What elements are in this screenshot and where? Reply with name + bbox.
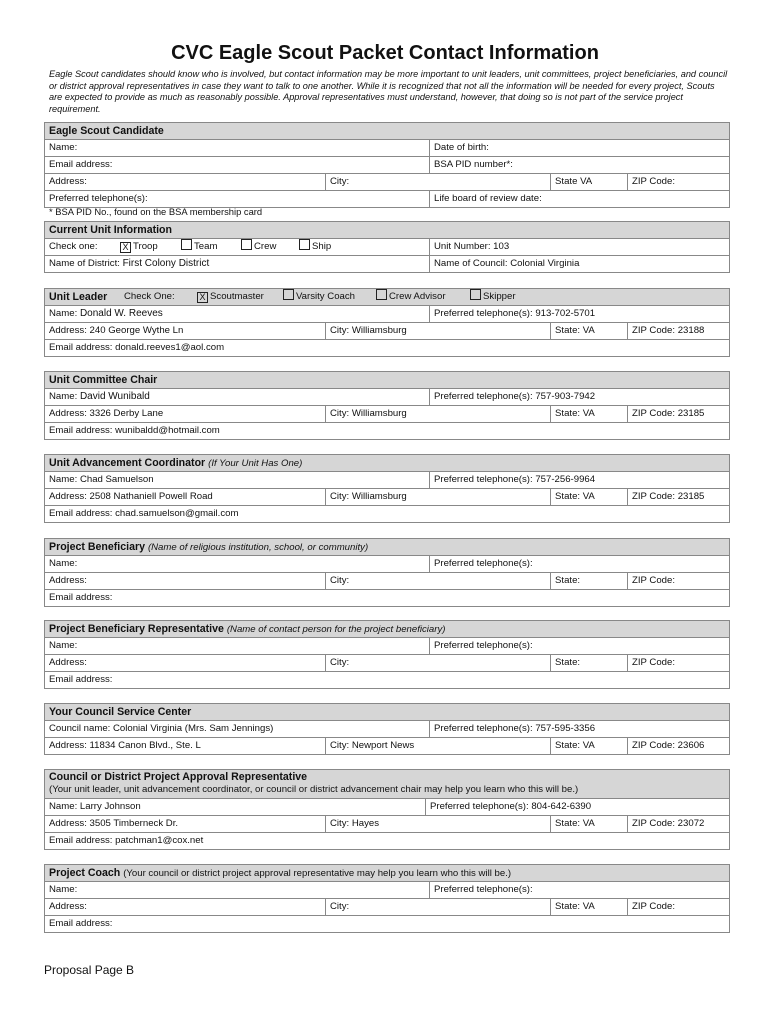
- zip-value: 23188: [677, 325, 705, 336]
- phone-value: 757-256-9964: [535, 474, 596, 485]
- state-field[interactable]: [550, 489, 595, 505]
- address-field[interactable]: Address:: [49, 575, 87, 586]
- phone-value: 757-903-7942: [535, 391, 596, 402]
- footnote: * BSA PID No., found on the BSA membership card: [49, 206, 263, 217]
- phone-field[interactable]: Preferred telephone(s):: [429, 882, 533, 898]
- coach-section: [44, 864, 730, 933]
- address-field[interactable]: Address:: [49, 657, 87, 668]
- city-label: City:: [330, 491, 350, 502]
- state-field[interactable]: State: VA: [550, 738, 595, 754]
- state-field[interactable]: [550, 406, 595, 422]
- address-value: 3326 Derby Lane: [89, 408, 164, 419]
- header-title: Project Beneficiary Representative: [49, 623, 224, 635]
- district-value: First Colony District: [122, 258, 210, 269]
- phone-field[interactable]: Preferred telephone(s): 804-642-6390: [425, 799, 591, 815]
- option-label: Crew: [254, 241, 277, 252]
- header-note: (If Your Unit Has One): [208, 458, 303, 469]
- zip-field[interactable]: ZIP Code:: [627, 573, 675, 589]
- section-header: Unit Committee Chair: [49, 374, 158, 386]
- checkbox-icon: [376, 289, 387, 300]
- service-center-section: [44, 703, 730, 755]
- council-field[interactable]: Name of Council: Colonial Virginia: [429, 256, 579, 272]
- checkbox-icon: [241, 239, 252, 250]
- advancement-section: [44, 454, 730, 523]
- city-label: City:: [330, 408, 350, 419]
- phone-field[interactable]: [429, 472, 595, 488]
- header-title: Project Coach: [49, 867, 121, 879]
- varsity-coach-checkbox[interactable]: [279, 289, 355, 305]
- address-label: Address:: [49, 325, 87, 336]
- phone-field[interactable]: Preferred telephone(s):: [429, 638, 533, 654]
- state-value: VA: [582, 408, 595, 419]
- header-note: (Name of religious institution, school, or community): [147, 542, 369, 553]
- checkbox-icon: [470, 289, 481, 300]
- option-label: Varsity Coach: [296, 291, 356, 302]
- state-label: State:: [555, 408, 581, 419]
- checkbox-icon: X: [197, 292, 208, 303]
- state-field[interactable]: State:: [550, 573, 580, 589]
- checkbox-icon: [299, 239, 310, 250]
- city-field[interactable]: City:: [325, 573, 349, 589]
- city-value: Williamsburg: [351, 325, 407, 336]
- address-label: Address:: [49, 491, 87, 502]
- address-value: 2508 Nathaniell Powell Road: [89, 491, 213, 502]
- state-label: State:: [555, 491, 581, 502]
- header-title: Project Beneficiary: [49, 541, 145, 553]
- phone-label: Preferred telephone(s):: [434, 391, 533, 402]
- state-field[interactable]: State: VA: [550, 899, 595, 915]
- district-label: Name of District:: [49, 258, 120, 269]
- zip-field[interactable]: ZIP Code:: [627, 174, 675, 190]
- phone-field[interactable]: [429, 306, 595, 322]
- email-field[interactable]: Email address:: [49, 592, 113, 603]
- name-field[interactable]: Name: Larry Johnson: [49, 801, 141, 812]
- troop-checkbox[interactable]: [116, 239, 158, 255]
- name-field[interactable]: Name:: [49, 142, 78, 153]
- zip-field[interactable]: [627, 406, 704, 422]
- phone-field[interactable]: [429, 389, 595, 405]
- email-field[interactable]: Email address:: [49, 918, 113, 929]
- state-field[interactable]: [550, 323, 595, 339]
- representative-section: [44, 620, 730, 689]
- option-label: Crew Advisor: [389, 291, 446, 302]
- zip-field[interactable]: ZIP Code:: [627, 655, 675, 671]
- state-value: VA: [582, 325, 595, 336]
- email-field[interactable]: Email address:: [49, 674, 113, 685]
- council-name-field[interactable]: Council name: Colonial Virginia (Mrs. Sam Jennings): [49, 723, 274, 734]
- state-field[interactable]: State: VA: [550, 816, 595, 832]
- name-label: Name:: [49, 474, 78, 485]
- option-label: Scoutmaster: [210, 291, 264, 302]
- approval-section: [44, 769, 730, 850]
- name-value: David Wunibald: [79, 391, 150, 402]
- email-value: chad.samuelson@gmail.com: [115, 508, 239, 519]
- city-field[interactable]: City: Newport News: [325, 738, 414, 754]
- header-note: (Your council or district project approval representative may help you learn who this will be.): [123, 868, 512, 879]
- zip-label: ZIP Code:: [632, 491, 676, 502]
- section-header: Unit Leader: [49, 291, 108, 303]
- name-field[interactable]: Name:: [49, 884, 78, 895]
- page-footer: Proposal Page B: [44, 963, 135, 977]
- section-header: Current Unit Information: [49, 224, 172, 236]
- checkbox-icon: [283, 289, 294, 300]
- name-field[interactable]: Name:: [49, 558, 78, 569]
- name-field[interactable]: [45, 306, 163, 322]
- district-field[interactable]: [45, 256, 209, 272]
- name-field[interactable]: [45, 389, 150, 405]
- state-value: VA: [582, 491, 595, 502]
- name-label: Name:: [49, 308, 78, 319]
- option-label: Skipper: [483, 291, 516, 302]
- name-value: Chad Samuelson: [79, 474, 154, 485]
- header-title: Unit Advancement Coordinator: [49, 457, 206, 469]
- zip-value: 23185: [677, 408, 705, 419]
- section-header: Your Council Service Center: [49, 706, 192, 718]
- city-value: Williamsburg: [351, 491, 407, 502]
- zip-field[interactable]: ZIP Code: 23072: [627, 816, 704, 832]
- name-label: Name:: [49, 391, 78, 402]
- team-checkbox[interactable]: [177, 239, 217, 255]
- board-date-field[interactable]: Life board of review date:: [429, 191, 542, 207]
- name-value: Donald W. Reeves: [79, 308, 163, 319]
- candidate-section: [44, 122, 730, 208]
- city-field[interactable]: [325, 406, 407, 422]
- zip-field[interactable]: ZIP Code:: [627, 899, 675, 915]
- email-label: Email address:: [49, 508, 113, 519]
- section-header: Council or District Project Approval Representative: [49, 771, 308, 783]
- zip-field[interactable]: [627, 323, 704, 339]
- option-label: Troop: [133, 241, 158, 252]
- intro-text: Eagle Scout candidates should know who is involved, but contact information may be more important to unit leaders, unit committees, project beneficiaries, and council or district approval representatives in case they want to talk to one another. While it is recognized that not all the information will be needed for every project, Scouts are expected to provide as much as reasonably possible. Approval representatives must understand, however, that doing so is not part of the service project requirement.: [49, 69, 728, 114]
- email-value: wunibaldd@hotmail.com: [115, 425, 220, 436]
- zip-value: 23185: [677, 491, 705, 502]
- city-label: City:: [330, 325, 350, 336]
- city-field[interactable]: City:: [325, 655, 349, 671]
- unit-number-field[interactable]: Unit Number: 103: [429, 239, 509, 255]
- address-label: Address:: [49, 408, 87, 419]
- address-field[interactable]: Address:: [49, 901, 87, 912]
- committee-section: [44, 371, 730, 440]
- phone-label: Preferred telephone(s):: [434, 474, 533, 485]
- address-field[interactable]: [45, 489, 213, 505]
- address-field[interactable]: Address: 3505 Timberneck Dr.: [49, 818, 179, 829]
- section-header: [45, 621, 445, 637]
- option-label: Team: [194, 241, 218, 252]
- email-field[interactable]: [45, 506, 238, 522]
- city-field[interactable]: [325, 489, 407, 505]
- phone-field[interactable]: Preferred telephone(s): 757-595-3356: [429, 721, 595, 737]
- phone-value: 913-702-5701: [535, 308, 596, 319]
- beneficiary-section: [44, 538, 730, 607]
- city-field[interactable]: City:: [325, 174, 349, 190]
- zip-field[interactable]: ZIP Code: 23606: [627, 738, 704, 754]
- crew-advisor-checkbox[interactable]: [372, 289, 446, 305]
- section-header: [45, 865, 511, 881]
- email-field[interactable]: Email address:: [49, 159, 113, 170]
- page-title: CVC Eagle Scout Packet Contact Information: [171, 42, 599, 64]
- skipper-checkbox[interactable]: [466, 289, 516, 305]
- zip-field[interactable]: [627, 489, 704, 505]
- phone-field[interactable]: Preferred telephone(s):: [429, 556, 533, 572]
- state-field[interactable]: State:: [550, 655, 580, 671]
- section-header: Eagle Scout Candidate: [49, 125, 164, 137]
- checkbox-icon: [181, 239, 192, 250]
- section-header: [45, 455, 302, 471]
- state-label: State:: [555, 325, 581, 336]
- city-field[interactable]: [325, 323, 407, 339]
- bsa-pid-field[interactable]: BSA PID number*:: [429, 157, 513, 173]
- email-value: donald.reeves1@aol.com: [115, 342, 225, 353]
- email-field[interactable]: [45, 340, 224, 356]
- address-value: 240 George Wythe Ln: [89, 325, 184, 336]
- scoutmaster-checkbox[interactable]: [193, 289, 264, 305]
- phone-field[interactable]: Preferred telephone(s):: [49, 193, 148, 204]
- zip-label: ZIP Code:: [632, 325, 676, 336]
- dob-field[interactable]: Date of birth:: [429, 140, 489, 156]
- ship-checkbox[interactable]: [295, 239, 331, 255]
- city-field[interactable]: City: Hayes: [325, 816, 379, 832]
- crew-checkbox[interactable]: [237, 239, 276, 255]
- name-field[interactable]: Name:: [49, 640, 78, 651]
- phone-label: Preferred telephone(s):: [434, 308, 533, 319]
- address-field[interactable]: Address: 11834 Canon Blvd., Ste. L: [49, 740, 201, 751]
- email-field[interactable]: [45, 423, 220, 439]
- unit-section: [44, 221, 730, 273]
- check-label: Check one:: [49, 241, 98, 252]
- city-field[interactable]: City:: [325, 899, 349, 915]
- section-header: [45, 539, 368, 555]
- option-label: Ship: [312, 241, 332, 252]
- section-subheader: (Your unit leader, unit advancement coordinator, or council or district advancement chair may help you learn who this will be.): [49, 784, 579, 795]
- address-field[interactable]: [45, 323, 183, 339]
- email-field[interactable]: Email address: patchman1@cox.net: [49, 835, 204, 846]
- state-field[interactable]: State VA: [550, 174, 592, 190]
- city-value: Williamsburg: [351, 408, 407, 419]
- zip-label: ZIP Code:: [632, 408, 676, 419]
- header-note: (Name of contact person for the project beneficiary): [226, 624, 446, 635]
- checkbox-icon: X: [120, 242, 131, 253]
- name-field[interactable]: [45, 472, 154, 488]
- email-label: Email address:: [49, 342, 113, 353]
- email-label: Email address:: [49, 425, 113, 436]
- leader-section: [44, 288, 730, 357]
- address-field[interactable]: [45, 406, 163, 422]
- address-field[interactable]: Address:: [49, 176, 87, 187]
- check-label: Check One:: [124, 291, 175, 302]
